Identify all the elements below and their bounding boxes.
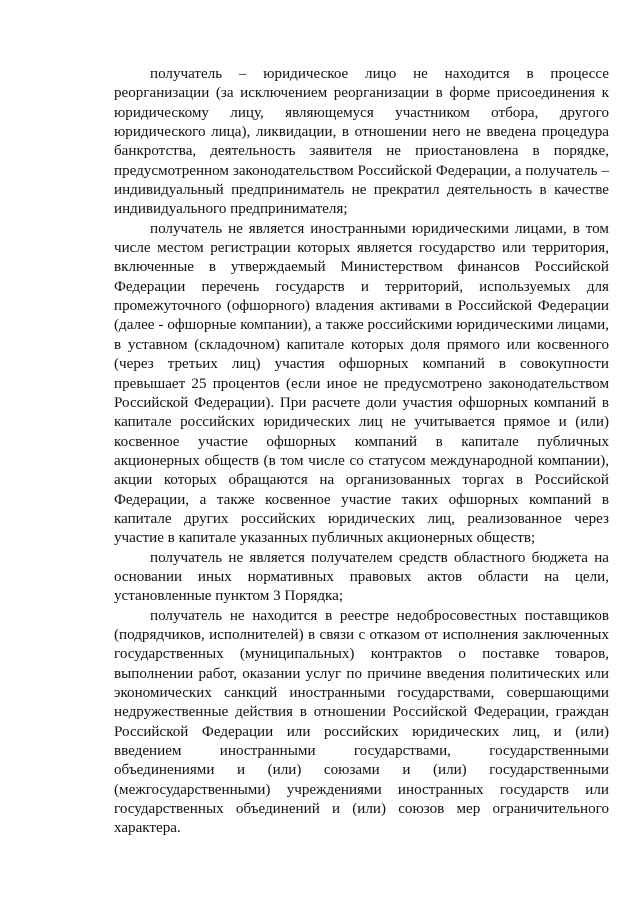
paragraph-suppliers-registry: получатель не находится в реестре недобросовестных поставщиков (подрядчиков, исполнителей) в связи с отказом от исполнения заключенных государственных (муниципальных) контрактов о поставке товаров, выполнении работ, оказании услуг по причине введения политических или экономических санкций иностранными государствами, совершающими недружественные действия в отношении Российской Федерации, граждан Российской Федерации или российских юридических лиц, и (или) введением иностранными государствами, государственными объединениями и (или) союзами и (или) государственными (межгосударственными) учреждениями иностранных государств или государственных объединений и (или) союзов мер ограничительного характера. [114, 607, 609, 837]
document-body [114, 65, 609, 839]
paragraph-regional-budget: получатель не является получателем средств областного бюджета на основании иных нормативных правовых актов области на цели, установленные пунктом 3 Порядка; [114, 549, 609, 605]
paragraph-reorganization: получатель – юридическое лицо не находится в процессе реорганизации (за исключением реорганизации в форме присоединения к юридическому лицу, являющемуся участником отбора, другого юридического лица), ликвидации, в отношении него не введена процедура банкротства, деятельность заявителя не приостановлена в порядке, предусмотренном законодательством Российской Федерации, а получатель – индивидуальный предприниматель не прекратил деятельность в качестве индивидуального предпринимателя; [114, 66, 609, 218]
paragraph-offshore-companies: получатель не является иностранными юридическими лицами, в том числе местом регистрации которых является государство или территория, включенные в утверждаемый Министерством финансов Российской Федерации перечень государств и территорий, используемых для промежуточного (офшорного) владения активами в Российской Федерации (далее - офшорные компании), а также российскими юридическими лицами, в уставном (складочном) капитале которых доля прямого или косвенного (через третьих лиц) участия офшорных компаний в совокупности превышает 25 процентов (если иное не предусмотрено законодательством Российской Федерации). При расчете доли участия офшорных компаний в капитале российских юридических лиц не учитывается прямое и (или) косвенное участие офшорных компаний в капитале публичных акционерных обществ (в том числе со статусом международной компании), акции которых обращаются на организованных торгах в Российской Федерации, а также косвенное участие таких офшорных компаний в капитале других российских юридических лиц, реализованное через участие в капитале указанных публичных акционерных обществ; [114, 220, 609, 547]
